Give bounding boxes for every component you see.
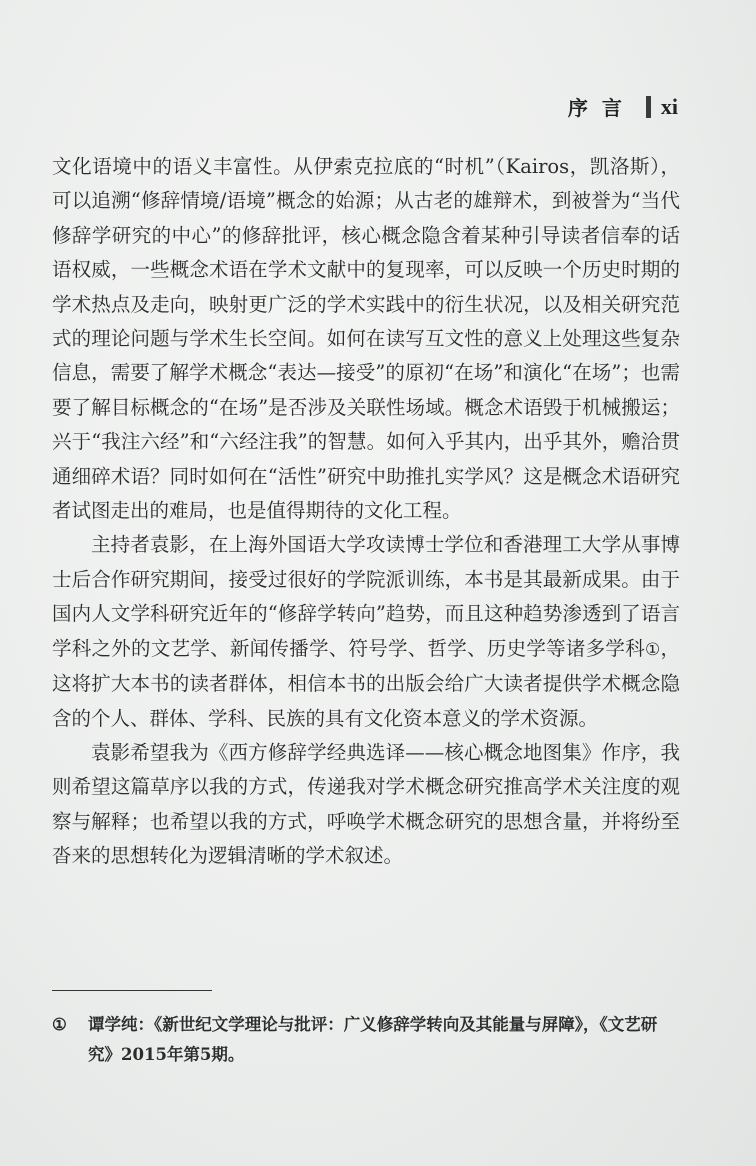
paragraph-text: 主持者袁影，在上海外国语大学攻读博士学位和香港理工大学从事博士后合作研究期间，接受过很好的学院派训练，本书是其最新成果。由于国内人文学科研究近年的“修辞学转向”趋势，而且这种趋势渗透到了语言学科之外的文艺学、新闻传播学、符号学、哲学、历史学等诸多学科 <box>52 533 680 660</box>
paragraph <box>52 528 680 735</box>
page-number: xi <box>660 93 678 119</box>
footnote <box>52 1010 680 1070</box>
running-head <box>568 92 678 121</box>
paragraph-text: ，这将扩大本书的读者群体，相信本书的出版会给广大读者提供学术概念隐含的个人、群体、学科、民族的具有文化资本意义的学术资源。 <box>52 636 680 730</box>
footnote-text: 谭学纯：《新世纪文学理论与批评：广义修辞学转向及其能量与屏障》，《文艺研究》2015年第5期。 <box>88 1015 658 1064</box>
chapter-title: 序言 <box>567 96 636 120</box>
paragraph: 袁影希望我为《西方修辞学经典选译——核心概念地图集》作序，我则希望这篇草序以我的方式，传递我对学术概念研究推高学术关注度的观察与解释；也希望以我的方式，呼唤学术概念研究的思想含量，并将纷至沓来的思想转化为逻辑清晰的学术叙述。 <box>52 740 680 868</box>
footnote-number: ① <box>52 1015 67 1034</box>
footnote-reference[interactable]: ① <box>644 639 661 660</box>
header-divider <box>646 96 651 118</box>
body-text <box>52 150 680 874</box>
paragraph: 文化语境中的语义丰富性。从伊索克拉底的“时机”（Kairos，凯洛斯），可以追溯“修辞情境/语境”概念的始源；从古老的雄辩术，到被誉为“当代修辞学研究的中心”的修辞批评，核心概念隐含着某种引导读者信奉的话语权威，一些概念术语在学术文献中的复现率，可以反映一个历史时期的学术热点及走向，映射更广泛的学术实践中的衍生状况，以及相关研究范式的理论问题与学术生长空间。如何在读写互文性的意义上处理这些复杂信息，需要了解学术概念“表达—接受”的原初“在场”和演化“在场”；也需要了解目标概念的“在场”是否涉及关联性场域。概念术语毁于机械搬运；兴于“我注六经”和“六经注我”的智慧。如何入乎其内，出乎其外，赡洽贯通细碎术语？同时如何在“活性”研究中助推扎实学风？这是概念术语研究者试图走出的难局，也是值得期待的文化工程。 <box>52 155 680 523</box>
footnote-divider <box>52 990 212 991</box>
